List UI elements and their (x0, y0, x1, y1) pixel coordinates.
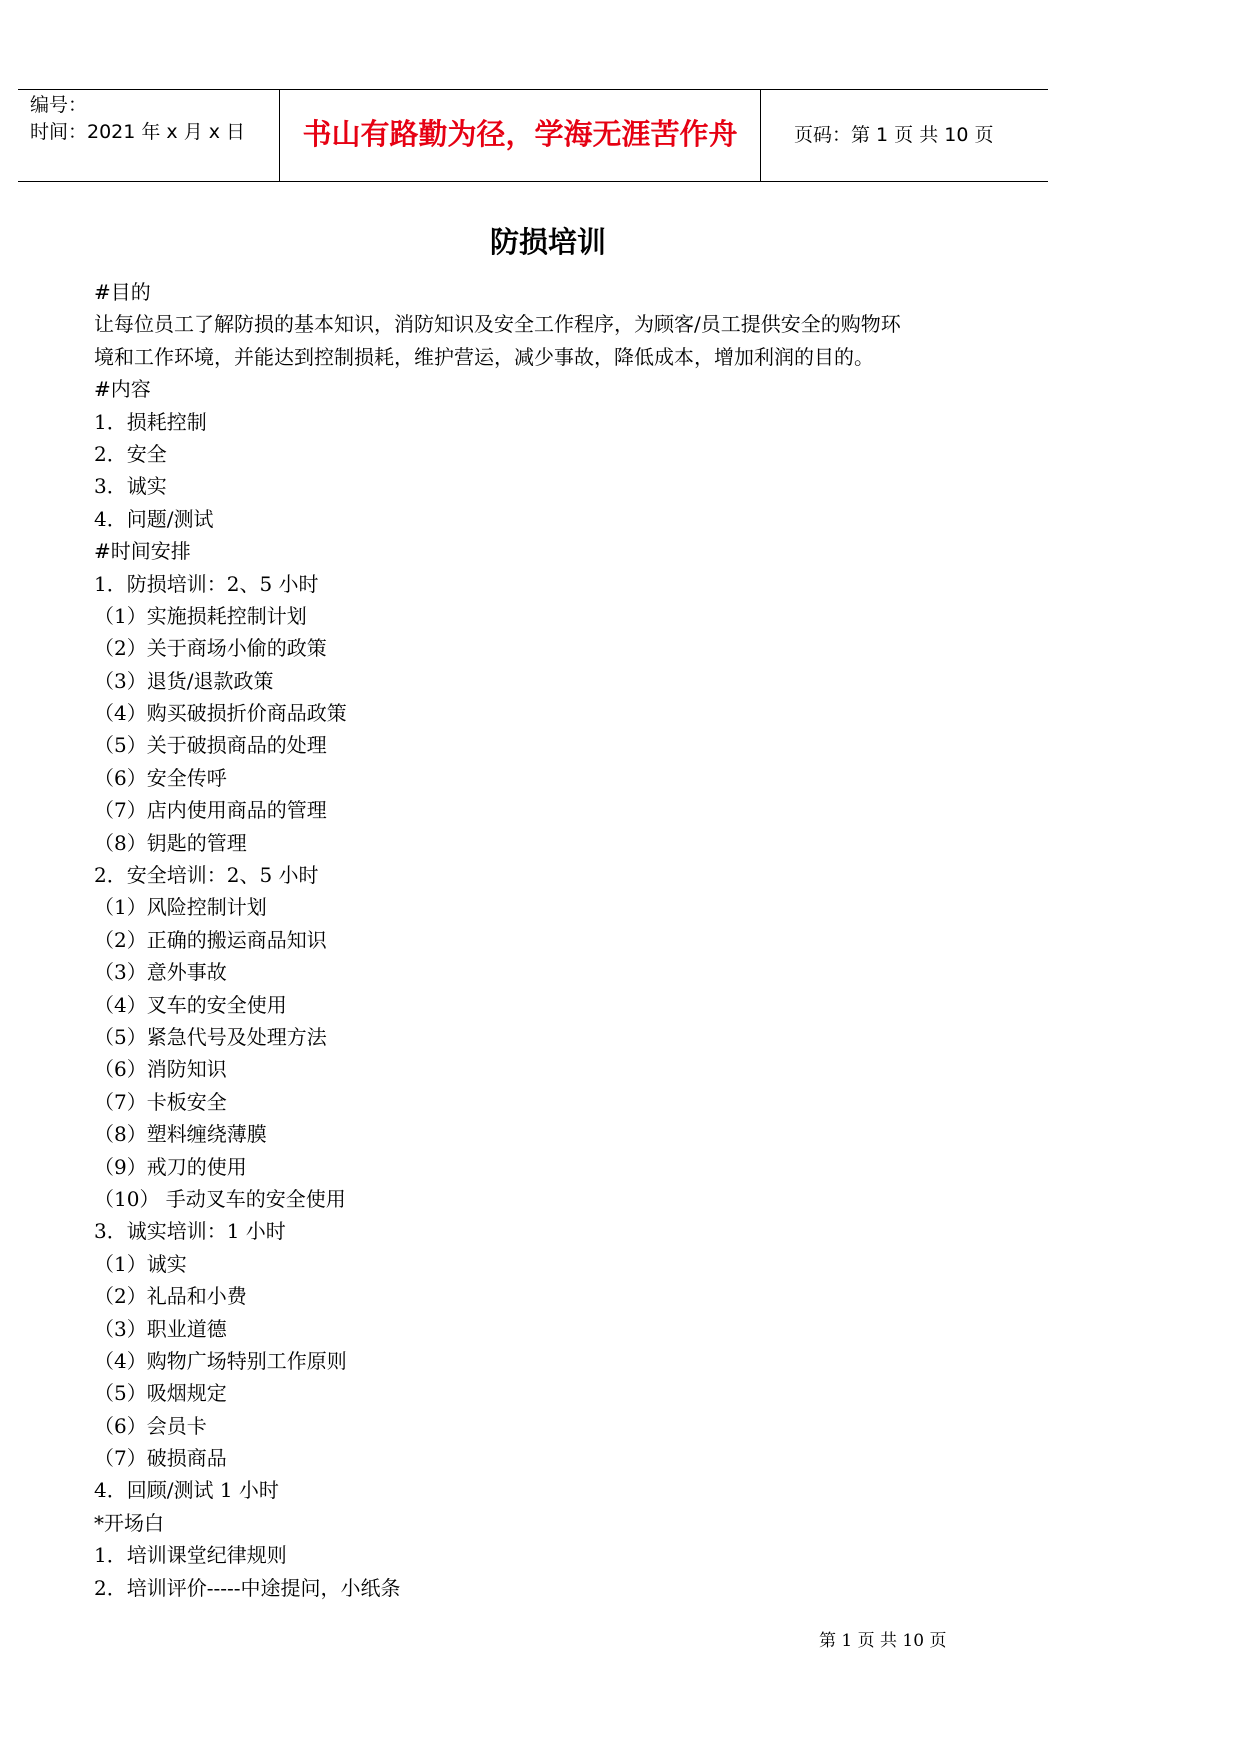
header-meta-cell (18, 90, 280, 181)
document-line: （2）礼品和小费 (94, 1284, 247, 1309)
document-line: （3）意外事故 (94, 960, 227, 985)
header-motto: 书山有路勤为径，学海无涯苦作舟 (302, 117, 738, 151)
document-line: （10） 手动叉车的安全使用 (94, 1186, 346, 1211)
document-line: （6）安全传呼 (94, 765, 227, 790)
document-line: （2）正确的搬运商品知识 (94, 927, 327, 952)
document-title: 防损培训 (489, 225, 606, 259)
header-page-code: 页码：第 1 页 共 10 页 (794, 124, 994, 146)
document-line: 2．培训评价-----中途提问，小纸条 (94, 1575, 401, 1600)
document-line: *开场白 (94, 1510, 164, 1535)
document-number-label: 编号： (30, 94, 88, 116)
document-line: （3）退货/退款政策 (94, 668, 274, 693)
document-line: #时间安排 (94, 539, 191, 564)
document-line: （9）戒刀的使用 (94, 1154, 247, 1179)
document-body (94, 276, 994, 1604)
document-line: （4）叉车的安全使用 (94, 992, 287, 1017)
document-line: 1．培训课堂纪律规则 (94, 1543, 287, 1568)
document-line: #目的 (94, 280, 151, 304)
document-line: （5）紧急代号及处理方法 (94, 1024, 327, 1049)
document-line: 2．安全 (94, 441, 167, 466)
document-line: （7）卡板安全 (94, 1089, 227, 1114)
document-line: （7）破损商品 (94, 1446, 227, 1471)
document-line: 4．问题/测试 (94, 506, 214, 531)
document-line: （1）风险控制计划 (94, 895, 267, 920)
header-page-cell (762, 90, 1048, 181)
document-time-label: 时间：2021 年 x 月 x 日 (30, 121, 246, 143)
document-line: （1）诚实 (94, 1251, 187, 1276)
document-line: （4）购物广场特别工作原则 (94, 1348, 347, 1373)
document-line: 4．回顾/测试 1 小时 (94, 1478, 279, 1503)
document-line: 2．安全培训：2、5 小时 (94, 863, 319, 888)
document-line: （5）关于破损商品的处理 (94, 733, 327, 758)
document-line: 境和工作环境，并能达到控制损耗，维护营运，减少事故，降低成本，增加利润的目的。 (94, 344, 874, 369)
document-line: 3．诚实 (94, 474, 167, 499)
document-line: （6）会员卡 (94, 1413, 207, 1438)
document-line: （6）消防知识 (94, 1057, 227, 1082)
document-line: 让每位员工了解防损的基本知识，消防知识及安全工作程序，为顾客/员工提供安全的购物环 (94, 312, 901, 337)
document-line: （2）关于商场小偷的政策 (94, 636, 327, 661)
document-header-table (18, 89, 1048, 182)
document-line: 1．损耗控制 (94, 409, 207, 434)
document-line: （3）职业道德 (94, 1316, 227, 1341)
document-line: 3．诚实培训：1 小时 (94, 1219, 286, 1244)
document-line: （5）吸烟规定 (94, 1381, 227, 1406)
header-motto-cell (280, 90, 761, 181)
document-line: （8）塑料缠绕薄膜 (94, 1122, 267, 1147)
page-footer: 第 1 页 共 10 页 (819, 1631, 947, 1651)
document-line: 1．防损培训：2、5 小时 (94, 571, 319, 596)
document-line: （1）实施损耗控制计划 (94, 603, 307, 628)
document-line: #内容 (94, 377, 151, 402)
document-line: （4）购买破损折价商品政策 (94, 701, 347, 726)
document-line: （7）店内使用商品的管理 (94, 798, 327, 823)
document-line: （8）钥匙的管理 (94, 830, 247, 855)
